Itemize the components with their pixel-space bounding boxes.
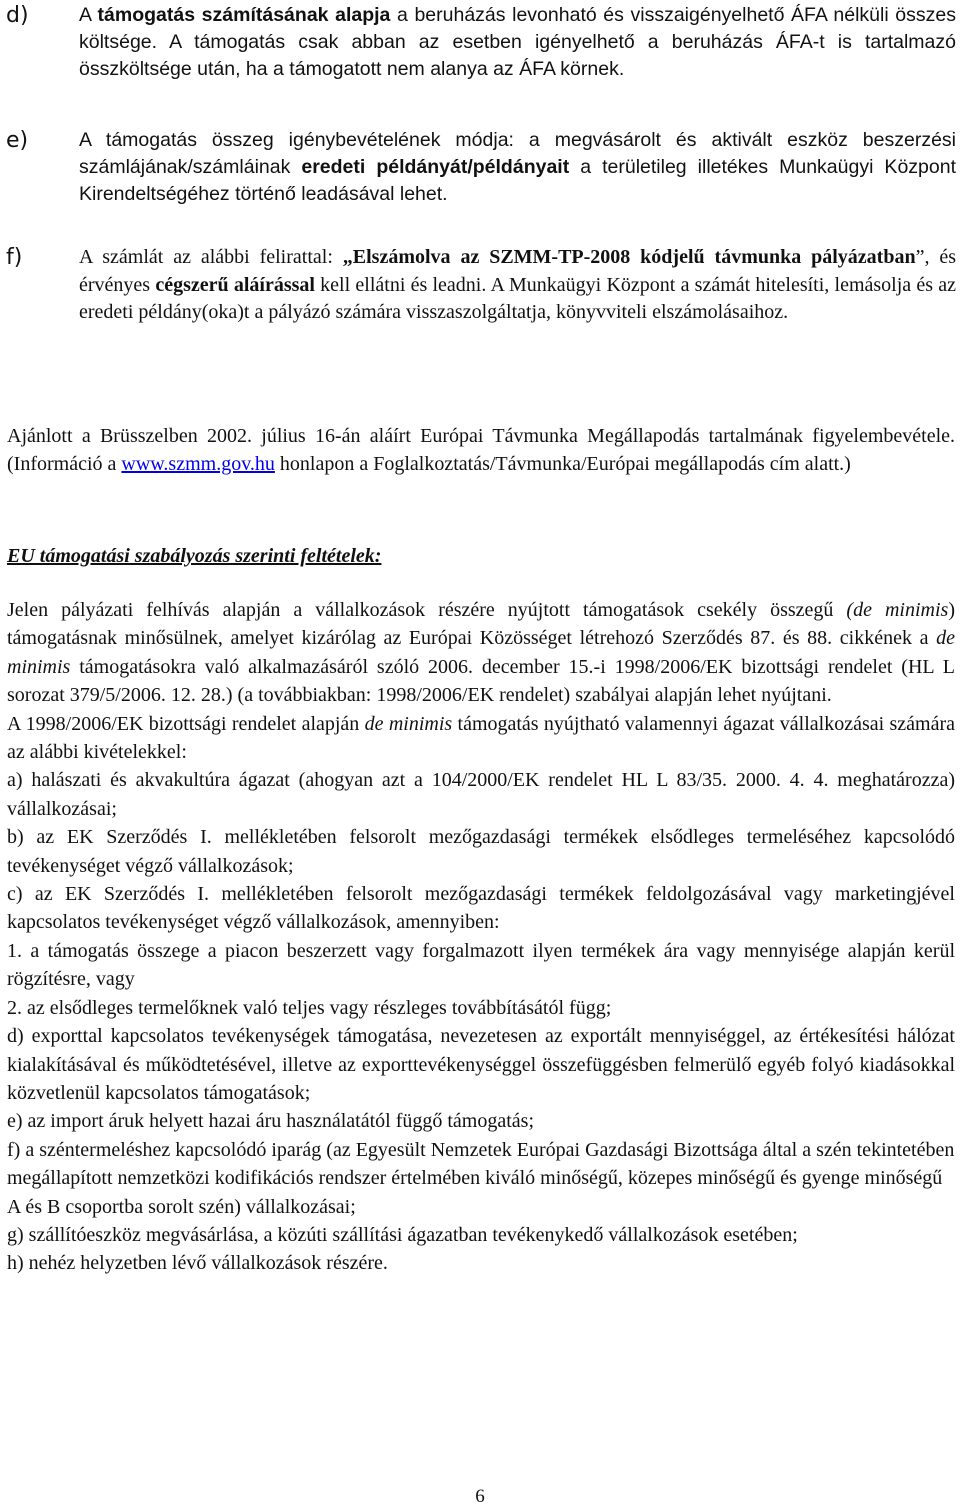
recommendation-paragraph: Ajánlott a Brüsszelben 2002. július 16-án aláírt Európai Távmunka Megállapodás tartalmának figyelembevétele. (Információ a www.szmm.gov.hu honlapon a Foglalkoztatás/Távmunka/Európai megállapodás cím alatt.) (7, 425, 955, 475)
exception-item: e) az import áruk helyett hazai áru használatától függő támogatás; (7, 1110, 535, 1133)
list-item-e (6, 127, 956, 208)
list-item-f (6, 244, 956, 327)
list-item-d (6, 2, 956, 83)
szmm-website-link[interactable]: www.szmm.gov.hu (121, 452, 275, 475)
exception-item: d) exporttal kapcsolatos tevékenységek támogatása, nevezetesen az exportált mennyiséggel, az értékesítési hálózat kialakításával és működtetésével, illetve az exporttevékenységgel összefüggésben felmerülő egyéb folyó kiadásokkal közvetlenül kapcsolatos támogatások; (7, 1025, 955, 1104)
exception-item: 2. az elsődleges termelőknek való teljes vagy részleges továbbításától függ; (7, 996, 612, 1019)
eu-paragraph-1: Jelen pályázati felhívás alapján a vállalkozások részére nyújtott támogatások csekély összegű (de minimis) támogatásnak minősülnek, amelyet kizárólag az Európai Közösséget létrehozó Szerződés 87. és 88. cikkének a de minimis támogatásokra való alkalmazásáról szóló 2006. december 15.-i 1998/2006/EK bizottsági rendelet (HL L sorozat 379/5/2006. 12. 28.) (a továbbiakban: 1998/2006/EK rendelet) szabályai alapján lehet nyújtani. (7, 599, 955, 707)
eu-paragraph-2: A 1998/2006/EK bizottsági rendelet alapján de minimis támogatás nyújtható valamennyi ágazat vállalkozásai számára az alábbi kivételekkel: (7, 712, 956, 764)
page-number: 6 (475, 1486, 485, 1507)
exception-item: 1. a támogatás összege a piacon beszerzett vagy forgalmazott ilyen termékek ára vagy mennyisége alapján kerül rögzítésre, vagy (7, 939, 955, 991)
exception-item: f) a széntermeléshez kapcsolódó iparág (az Egyesült Nemzetek Európai Gazdasági Bizottsága által a szén tekintetében megállapított nemzetközi kodifikációs rendszer értelmében kiváló minőségű, közepes minőségű és gyenge minőségű A és B csoportba sorolt szén) vállalkozásai; (7, 1138, 955, 1218)
list-item-text: A támogatás számításának alapja a beruházás levonható és visszaigényelhető ÁFA nélküli összes költsége. A támogatás csak abban az esetben igényelhető a beruházás ÁFA-t is tartalmazó összköltsége után, ha a támogatott nem alanya az ÁFA körnek. (79, 4, 956, 80)
exception-item: c) az EK Szerződés I. mellékletében felsorolt mezőgazdasági termékek feldolgozásával vagy marketingjével kapcsolatos tevékenységet végző vállalkozások, amennyiben: (7, 883, 955, 934)
list-item-text: A számlát az alábbi felirattal: „Elszámolva az SZMM-TP-2008 kódjelű távmunka pályázatban”, és érvényes cégszerű aláírással kell ellátni és leadni. A Munkaügyi Központ a számát hitelesíti, lemásolja és az eredeti példány(oka)t a pályázó számára visszaszolgáltatja, könyvviteli elszámolásaihoz. (79, 246, 957, 323)
exception-item: a) halászati és akvakultúra ágazat (ahogyan azt a 104/2000/EK rendelet HL L 83/35. 2000. 4. 4. meghatározza) vállalkozásai; (7, 769, 955, 820)
list-marker: f) (6, 245, 23, 270)
list-item-text: A támogatás összeg igénybevételének módja: a megvásárolt és aktivált eszköz beszerzési számlájának/számláinak eredeti példányát/példányait a területileg illetékes Munkaügyi Központ Kirendeltségéhez történő leadásával lehet. (79, 129, 956, 205)
section-heading: EU támogatási szabályozás szerinti feltételek: (7, 545, 382, 567)
eu-conditions-section (7, 596, 955, 1278)
list-marker: d) (6, 3, 29, 28)
exception-item: b) az EK Szerződés I. mellékletében felsorolt mezőgazdasági termékek elsődleges termeléséhez kapcsolódó tevékenységet végző vállalkozások; (7, 826, 955, 877)
list-marker: e) (6, 128, 29, 153)
exception-item: g) szállítóeszköz megvásárlása, a közúti szállítási ágazatban tevékenykedő vállalkozások esetében; (7, 1223, 798, 1246)
exception-item: h) nehéz helyzetben lévő vállalkozások részére. (7, 1252, 388, 1275)
